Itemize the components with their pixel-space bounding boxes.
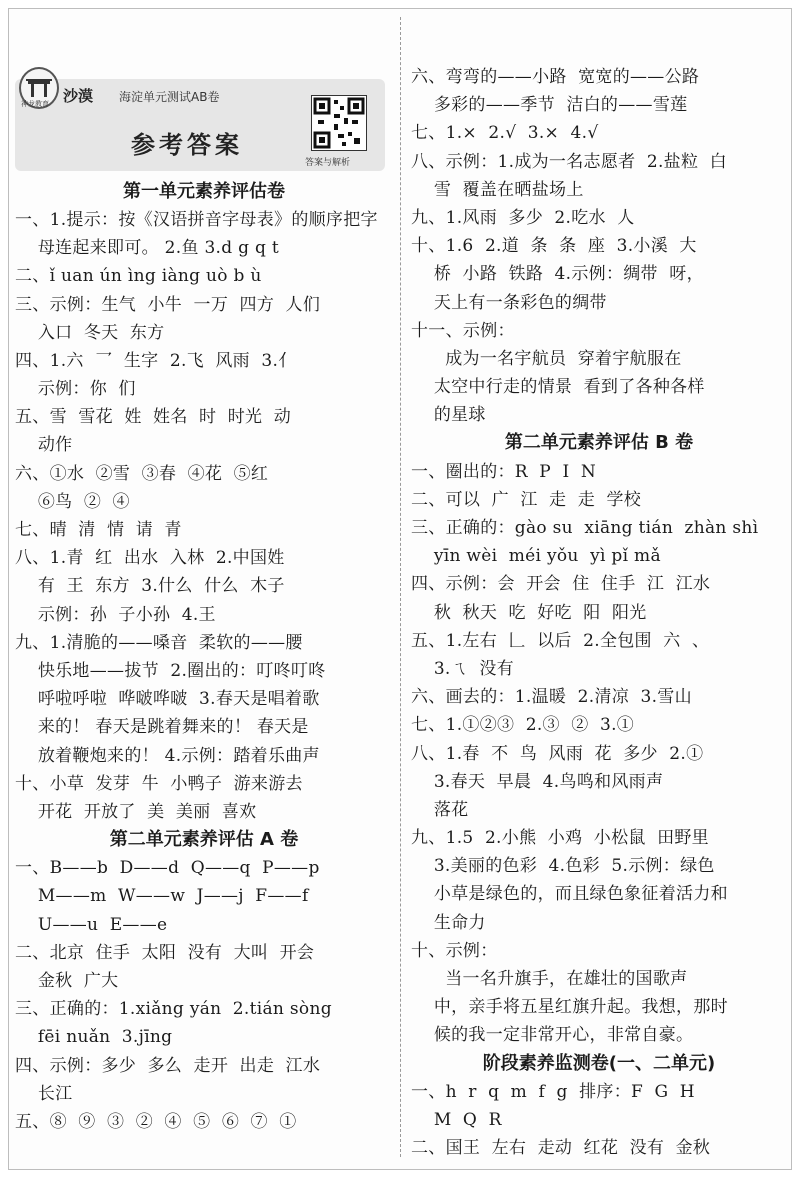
answer-line: 六、弯弯的——小路 宽宽的——公路 bbox=[411, 67, 700, 87]
answer-line: 小草是绿色的，而且绿色象征着活力和 bbox=[411, 884, 728, 905]
answer-line: 十一、示例： bbox=[411, 320, 515, 341]
answer-line: 七、晴 清 情 请 青 bbox=[15, 520, 182, 540]
answer-line: 3.ㄟ 没有 bbox=[411, 658, 514, 679]
answer-line: 3.美丽的色彩 4.色彩 5.示例：绿色 bbox=[411, 856, 715, 877]
answer-line: 七、1.①②③ 2.③ ② 3.① bbox=[411, 715, 635, 736]
answer-line: 四、示例：会 开会 住 住手 江 江水 bbox=[411, 574, 711, 595]
answer-line: 三、正确的：1.xiǎng yán 2.tián sòng bbox=[15, 999, 332, 1020]
answer-line: 多彩的——季节 洁白的——雪莲 bbox=[411, 95, 688, 116]
answer-line: 长江 bbox=[15, 1083, 73, 1104]
answer-line: 十、示例： bbox=[411, 940, 498, 961]
answer-line: 二、ǐ uan ún ìng iàng uò b ù bbox=[15, 266, 262, 287]
answer-line: 当一名升旗手，在雄壮的国歌声 bbox=[411, 969, 688, 989]
answer-line: 太空中行走的情景 看到了各种各样 bbox=[411, 377, 705, 398]
answer-line: yīn wèi méi yǒu yì pǐ mǎ bbox=[411, 546, 661, 567]
answer-line: 九、1.风雨 多少 2.吃水 人 bbox=[411, 207, 635, 228]
column-divider bbox=[400, 17, 401, 1157]
answer-line: 七、1.× 2.√ 3.× 4.√ bbox=[411, 123, 599, 144]
answer-line: 有 王 东方 3.什么 什么 木子 bbox=[15, 576, 285, 597]
answer-line: 九、1.5 2.小熊 小鸡 小松鼠 田野里 bbox=[411, 828, 709, 849]
answer-line: 的星球 bbox=[411, 405, 486, 426]
answer-line: 落花 bbox=[411, 799, 469, 820]
answer-line: 生命力 bbox=[411, 912, 486, 933]
answer-line: 五、1.左右 𠃊 以后 2.全包围 六 、 bbox=[411, 630, 710, 651]
answer-line: 开花 开放了 美 美丽 喜欢 bbox=[15, 801, 257, 822]
section-title: 第二单元素养评估 A 卷 bbox=[109, 829, 299, 851]
answer-line: 一、B——b D——d Q——q P——p bbox=[15, 858, 320, 879]
answer-line: 秋 秋天 吃 好吃 阳 阳光 bbox=[411, 602, 647, 623]
answer-line: 呼啦呼啦 哗啵哗啵 3.春天是唱着歌 bbox=[15, 689, 320, 710]
logo-subtitle: 神龙教育 bbox=[21, 100, 49, 108]
brand-name: 沙漠 bbox=[63, 87, 94, 105]
answer-line: 三、示例：生气 小牛 一万 四方 人们 bbox=[15, 294, 321, 315]
right-column bbox=[411, 63, 787, 1162]
answer-line: 六、①水 ②雪 ③春 ④花 ⑤红 bbox=[15, 463, 269, 484]
answer-line: 一、圈出的：R P I N bbox=[411, 461, 597, 482]
answer-line: 十、小草 发芽 牛 小鸭子 游来游去 bbox=[15, 773, 303, 794]
answer-line: U——u E——e bbox=[15, 914, 168, 935]
answer-line: 放着鞭炮来的！ 4.示例：踏着乐曲声 bbox=[15, 745, 320, 766]
answer-line: 六、画去的：1.温暖 2.清凉 3.雪山 bbox=[411, 687, 692, 708]
answer-line: fēi nuǎn 3.jīng bbox=[15, 1027, 173, 1048]
answer-line: 金秋 广大 bbox=[15, 971, 119, 991]
answer-line: 二、北京 住手 太阳 没有 大叫 开会 bbox=[15, 942, 315, 963]
answer-line: 示例：孙 子小孙 4.王 bbox=[15, 604, 216, 625]
answer-line: 八、1.春 不 鸟 风雨 花 多少 2.① bbox=[411, 743, 704, 764]
answer-line: 五、⑧ ⑨ ③ ② ④ ⑤ ⑥ ⑦ ① bbox=[15, 1111, 297, 1132]
answer-line: 3.春天 早晨 4.鸟鸣和风雨声 bbox=[411, 771, 664, 792]
answer-line: 示例：你 们 bbox=[15, 379, 136, 400]
answer-line: 动作 bbox=[15, 435, 73, 456]
answer-line: 成为一名宇航员 穿着宇航服在 bbox=[411, 348, 682, 369]
answer-line: M Q R bbox=[411, 1109, 502, 1130]
answer-line: 桥 小路 铁路 4.示例：绸带 呀， bbox=[411, 264, 704, 285]
answer-page bbox=[8, 8, 792, 1170]
section-title: 第一单元素养评估卷 bbox=[123, 180, 285, 202]
series-name: 海淀单元测试AB卷 bbox=[119, 90, 220, 104]
answer-line: 三、正确的：gào su xiāng tián zhàn shì bbox=[411, 518, 759, 538]
answer-line: 八、1.青 红 出水 入林 2.中国姓 bbox=[15, 548, 285, 569]
answer-line: 九、1.清脆的——嗓音 柔软的——腰 bbox=[15, 632, 303, 653]
answer-line: 二、国王 左右 走动 红花 没有 金秋 bbox=[411, 1138, 711, 1159]
answer-line: 雪 覆盖在晒盐场上 bbox=[411, 179, 584, 200]
answer-line: 候的我一定非常开心，非常自豪。 bbox=[411, 1025, 694, 1046]
answer-line: 中，亲手将五星红旗升起。我想，那时 bbox=[411, 997, 728, 1018]
answer-line: 来的！ 春天是跳着舞来的！ 春天是 bbox=[15, 717, 309, 738]
answer-line: 四、1.六 乛 生字 2.飞 风雨 3.亻 bbox=[15, 350, 296, 371]
section-title: 第二单元素养评估 B 卷 bbox=[504, 432, 694, 454]
answer-line: 母连起来即可。 2.鱼 3.d g q t bbox=[15, 238, 280, 259]
left-column bbox=[15, 65, 393, 1136]
answer-line: 一、h r q m f g 排序：F G H bbox=[411, 1081, 695, 1102]
answer-line: ⑥鸟 ② ④ bbox=[15, 491, 130, 512]
answer-line: 二、可以 广 江 走 走 学校 bbox=[411, 489, 642, 510]
section-title: 阶段素养监测卷(一、二单元) bbox=[482, 1052, 716, 1074]
answer-line: M——m W——w J——j F——f bbox=[15, 886, 309, 907]
answer-line: 天上有一条彩色的绸带 bbox=[411, 292, 607, 313]
page-title: 参考答案 bbox=[131, 131, 243, 159]
answer-line: 八、示例：1.成为一名志愿者 2.盐粒 白 bbox=[411, 151, 727, 172]
answer-line: 四、示例：多少 多么 走开 出走 江水 bbox=[15, 1055, 321, 1076]
answer-line: 五、雪 雪花 姓 姓名 时 时光 动 bbox=[15, 407, 292, 428]
answer-line: 入口 冬天 东方 bbox=[15, 322, 165, 343]
qr-caption: 答案与解析 bbox=[305, 158, 351, 168]
answer-line: 一、1.提示：按《汉语拼音字母表》的顺序把字 bbox=[15, 209, 378, 230]
answer-line: 快乐地——拔节 2.圈出的：叮咚叮咚 bbox=[15, 660, 326, 681]
answer-line: 十、1.6 2.道 条 条 座 3.小溪 大 bbox=[411, 236, 697, 257]
